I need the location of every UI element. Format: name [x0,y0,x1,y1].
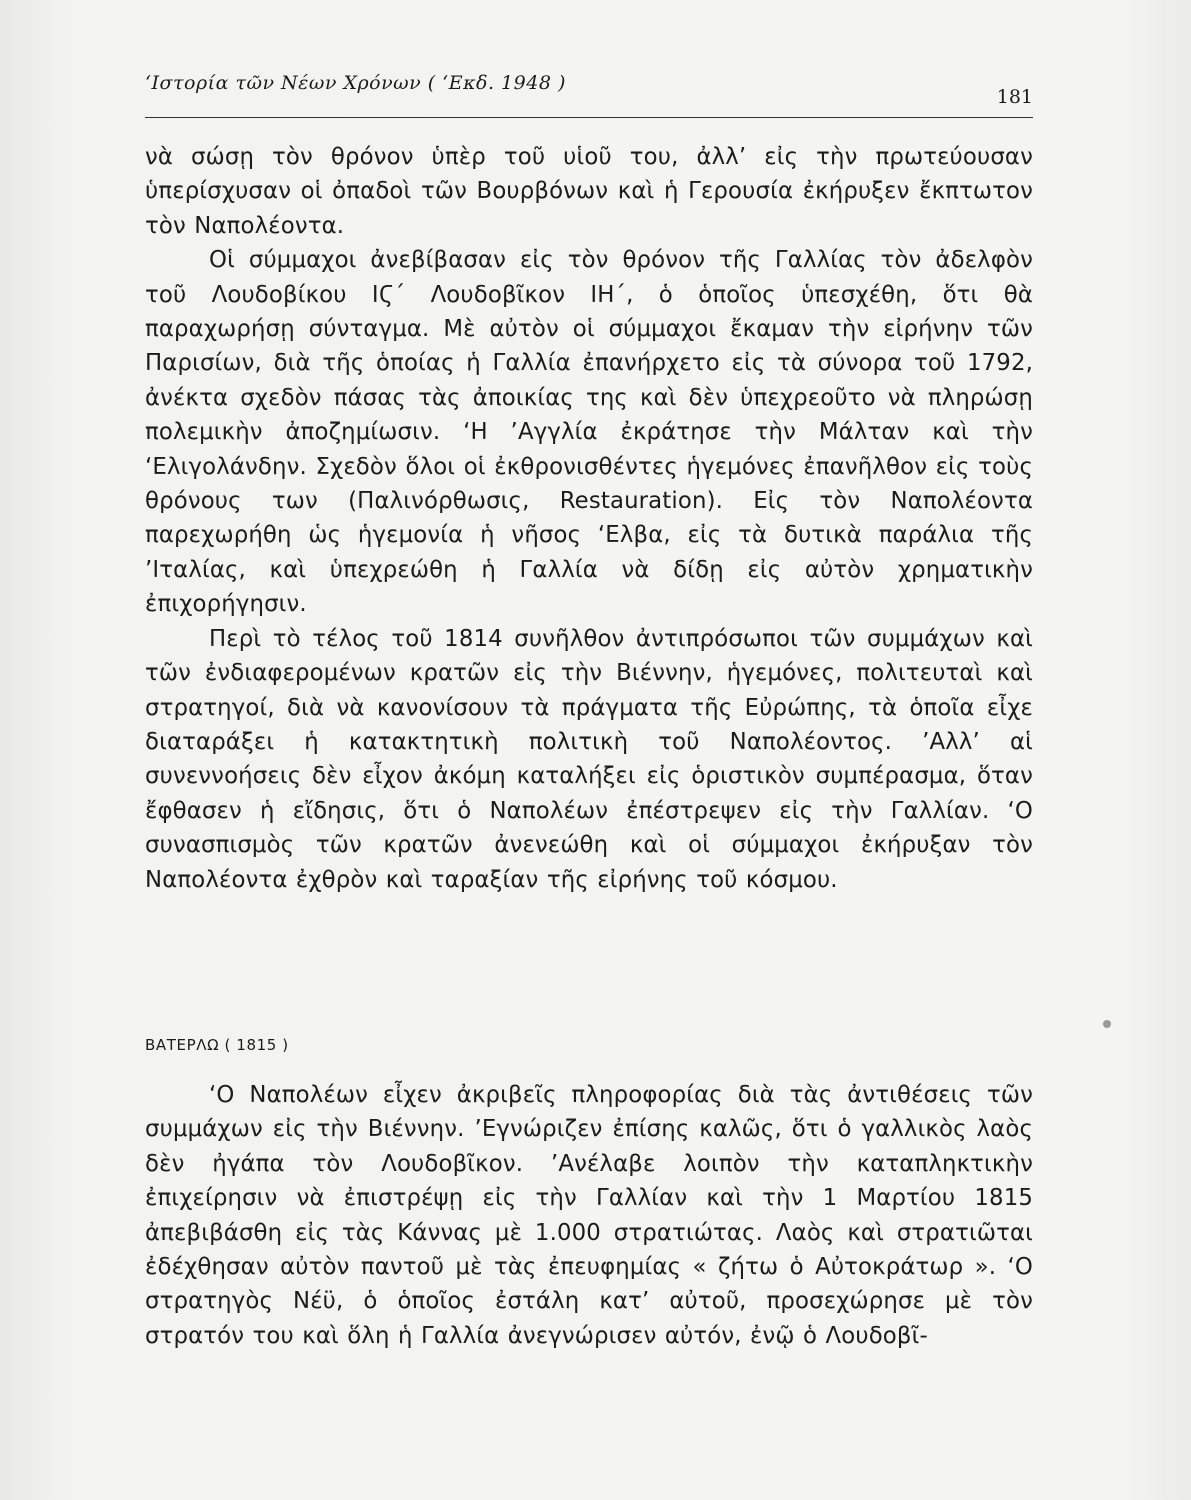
body-text [145,140,1033,897]
paragraph-napoleon-return: ‘Ο Ναπολέων εἶχεν ἀκριβεῖς πληροφορίας διὰ τὰς ἀντιθέσεις τῶν συμμάχων εἰς τὴν Βιέννην. ’Εγνώριζεν ἐπίσης καλῶς, ὅτι ὁ γαλλικὸς λαὸς δὲν ἠγάπα τὸν Λουδοβῖκον. ’Ανέλαβε λοιπὸν τὴν καταπληκτικὴν ἐπιχείρησιν νὰ ἐπιστρέψῃ εἰς τὴν Γαλλίαν καὶ τὴν 1 Μαρτίου 1815 ἀπεβιβάσθη εἰς τὰς Κάννας μὲ 1.000 στρατιώτας. Λαὸς καὶ στρατιῶται ἐδέχθησαν αὐτὸν παντοῦ μὲ τὰς ἐπευφημίας « ζήτω ὁ Αὐτοκράτωρ ». ‘Ο στρατηγὸς Νέϋ, ὁ ὁποῖος ἐστάλη κατ’ αὐτοῦ, προσεχώρησε μὲ τὸν στρατόν του καὶ ὅλη ἡ Γαλλία ἀνεγνώρισεν αὐτόν, ἐνῷ ὁ Λουδοβῖ- [145,1082,1033,1349]
section-body [145,1078,1033,1353]
section-heading-waterloo: ΒΑΤΕΡΛΩ ( 1815 ) [145,1036,289,1054]
scan-speck [1103,1020,1111,1028]
page-number: 181 [996,86,1033,108]
paragraph-allies-peace-of-paris: Οἱ σύμμαχοι ἀνεβίβασαν εἰς τὸν θρόνον τῆς Γαλλίας τὸν ἀδελφὸν τοῦ Λουδοβίκου ΙϚ΄ Λουδοβῖκον ΙΗ΄, ὁ ὁποῖος ὑπεσχέθη, ὅτι θὰ παραχωρήσῃ σύνταγμα. Μὲ αὐτὸν οἱ σύμμαχοι ἔκαμαν τὴν εἰρήνην τῶν Παρισίων, διὰ τῆς ὁποίας ἡ Γαλλία ἐπανήρχετο εἰς τὰ σύνορα τοῦ 1792, ἀνέκτα σχεδὸν πάσας τὰς ἀποικίας της καὶ δὲν ὑπεχρεοῦτο νὰ πληρώσῃ πολεμικὴν ἀποζημίωσιν. ‘Η ’Αγγλία ἐκράτησε τὴν Μάλταν καὶ τὴν ‘Ελιγολάνδην. Σχεδὸν ὅλοι οἱ ἐκθρονισθέντες ἡγεμόνες ἐπανῆλθον εἰς τοὺς θρόνους των (Παλινόρθωσις, Restauration). Εἰς τὸν Ναπολέοντα παρεχωρήθη ὡς ἡγεμονία ἡ νῆσος ‘Ελβα, εἰς τὰ δυτικὰ παράλια τῆς ’Ιταλίας, καὶ ὑπεχρεώθη ἡ Γαλλία νὰ δίδῃ εἰς αὐτὸν χρηματικὴν ἐπιχορήγησιν. [145,247,1033,618]
running-head [145,66,1033,106]
paragraph-continued: νὰ σώσῃ τὸν θρόνον ὑπὲρ τοῦ υἱοῦ του, ἀλλ’ εἰς τὴν πρωτεύουσαν ὑπερίσχυσαν οἱ ὀπαδοὶ τῶν Βουρβόνων καὶ ἡ Γερουσία ἐκήρυξεν ἔκπτωτον τὸν Ναπολέοντα. [145,144,1033,239]
paragraph-congress-of-vienna: Περὶ τὸ τέλος τοῦ 1814 συνῆλθον ἀντιπρόσωποι τῶν συμμάχων καὶ τῶν ἐνδιαφερομένων κρατῶν εἰς τὴν Βιέννην, ἡγεμόνες, πολιτευταὶ καὶ στρατηγοί, διὰ νὰ κανονίσουν τὰ πράγματα τῆς Εὐρώπης, τὰ ὁποῖα εἶχε διαταράξει ἡ κατακτητικὴ πολιτικὴ τοῦ Ναπολέοντος. ’Αλλ’ αἱ συνεννοήσεις δὲν εἶχον ἀκόμη καταλήξει εἰς ὁριστικὸν συμπέρασμα, ὅταν ἔφθασεν ἡ εἴδησις, ὅτι ὁ Ναπολέων ἐπέστρεψεν εἰς τὴν Γαλλίαν. ‘Ο συνασπισμὸς τῶν κρατῶν ἀνενεώθη καὶ οἱ σύμμαχοι ἐκήρυξαν τὸν Ναπολέοντα ἐχθρὸν καὶ ταραξίαν τῆς εἰρήνης τοῦ κόσμου. [145,625,1033,893]
running-head-title: ‘Ιστορία τῶν Νέων Χρόνων ( ‘Εκδ. 1948 ) [145,72,566,94]
header-rule [145,117,1033,118]
